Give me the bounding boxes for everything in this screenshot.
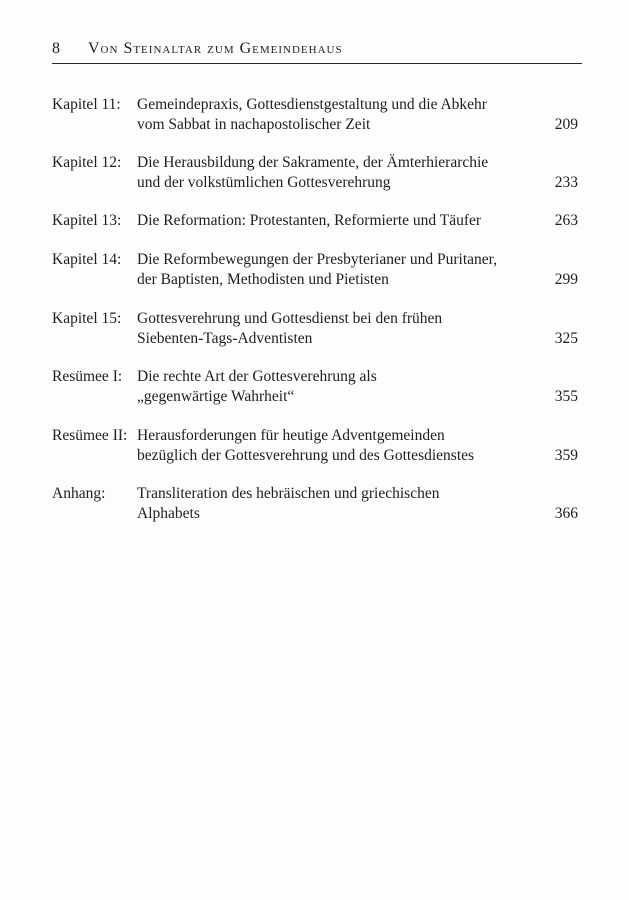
toc-page-number: 263 bbox=[554, 212, 578, 229]
toc-entry-title bbox=[137, 367, 578, 407]
toc-page-number: 299 bbox=[554, 271, 578, 288]
toc-page-number: 209 bbox=[554, 116, 578, 133]
toc-entry-line: Alphabets bbox=[137, 505, 200, 522]
toc-entry-title bbox=[137, 95, 578, 135]
toc-entry-label: Resümee II: bbox=[52, 427, 128, 444]
toc-entry-line: „gegenwärtige Wahrheit“ bbox=[137, 388, 295, 405]
toc-entry-line: Siebenten-Tags-Adventisten bbox=[137, 330, 313, 347]
toc-entry-line: Herausforderungen für heutige Adventgemeinden bbox=[137, 427, 445, 444]
toc-entry-title bbox=[137, 426, 578, 466]
toc-entry-label: Kapitel 15: bbox=[52, 310, 122, 327]
toc-page-number: 325 bbox=[554, 330, 578, 347]
page-number: 8 bbox=[52, 40, 61, 57]
toc-entry-title bbox=[137, 211, 578, 231]
toc-entry-title bbox=[137, 484, 578, 524]
toc-entry-title bbox=[137, 153, 578, 193]
toc-entry-line: Transliteration des hebräischen und griechischen bbox=[137, 485, 440, 502]
toc-entry-line: Die rechte Art der Gottesverehrung als bbox=[137, 368, 377, 385]
toc-entry-line: Die Reformbewegungen der Presbyterianer und Puritaner, bbox=[137, 251, 498, 268]
toc-page-number: 366 bbox=[554, 505, 578, 522]
toc-page-number: 233 bbox=[554, 174, 578, 191]
toc-entry-line: Gemeindepraxis, Gottesdienstgestaltung und die Abkehr bbox=[137, 96, 487, 113]
toc-entry-label: Kapitel 11: bbox=[52, 96, 121, 113]
toc-entry-line: der Baptisten, Methodisten und Pietisten bbox=[137, 271, 389, 288]
toc-entry-title bbox=[137, 250, 578, 290]
toc-page-number: 359 bbox=[554, 447, 578, 464]
toc-page-number: 355 bbox=[554, 388, 578, 405]
toc-entry-line: bezüglich der Gottesverehrung und des Gottesdienstes bbox=[137, 447, 475, 464]
toc-entry-label: Kapitel 13: bbox=[52, 212, 122, 229]
toc-entry-label: Kapitel 12: bbox=[52, 154, 122, 171]
toc-entry-label: Anhang: bbox=[52, 485, 106, 502]
toc-entry-title bbox=[137, 309, 578, 349]
toc-entry-line: Die Reformation: Protestanten, Reformierte und Täufer bbox=[137, 212, 482, 229]
header-rule bbox=[52, 63, 582, 64]
page-header bbox=[52, 40, 582, 60]
toc-entry-line: und der volkstümlichen Gottesverehrung bbox=[137, 174, 391, 191]
toc-entry-line: Gottesverehrung und Gottesdienst bei den frühen bbox=[137, 310, 443, 327]
toc-entry-label: Kapitel 14: bbox=[52, 251, 122, 268]
toc-entry-line: Die Herausbildung der Sakramente, der Ämterhierarchie bbox=[137, 154, 489, 171]
toc-entry-line: vom Sabbat in nachapostolischer Zeit bbox=[137, 116, 371, 133]
running-title: Von Steinaltar zum Gemeindehaus bbox=[88, 40, 343, 57]
toc-entry-label: Resümee I: bbox=[52, 368, 123, 385]
